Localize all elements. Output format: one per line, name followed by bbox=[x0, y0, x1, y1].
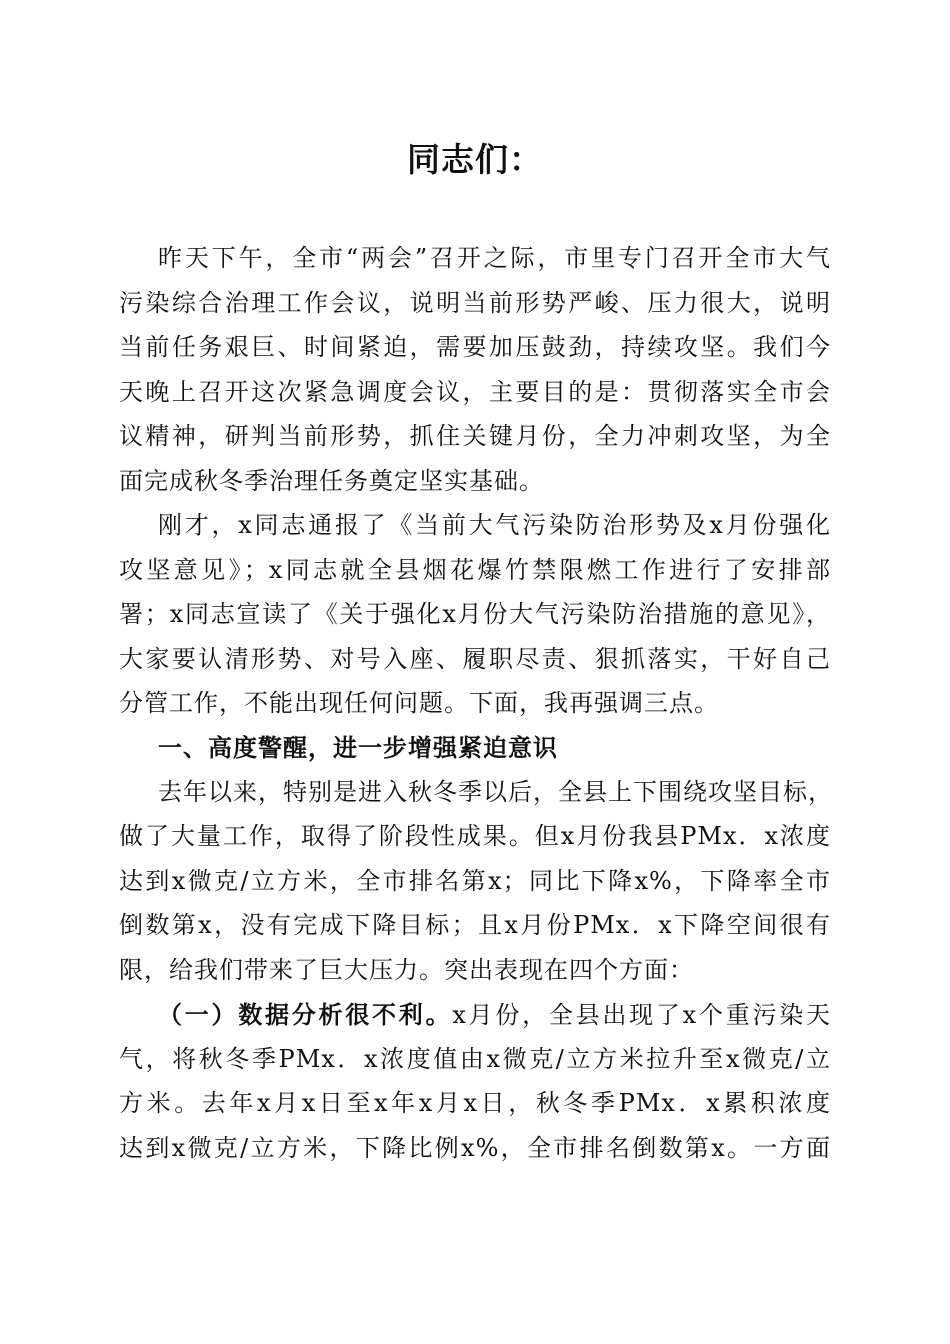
paragraph-line: 达到x微克/立方米，全市排名第x；同比下降x%，下降率全市 bbox=[119, 867, 831, 895]
section-heading: 一、高度警醒，进一步增强紧迫意识 bbox=[158, 733, 558, 762]
paragraph-line: 天晚上召开这次紧急调度会议，主要目的是：贯彻落实全市会 bbox=[119, 378, 831, 406]
paragraph-line: 倒数第x，没有完成下降目标；且x月份PMx．x下降空间很有 bbox=[119, 911, 831, 939]
subsection-first-line-text: x月份，全县出现了x个重污染天 bbox=[452, 1001, 831, 1029]
paragraph-line: 当前任务艰巨、时间紧迫，需要加压鼓劲，持续攻坚。我们今 bbox=[119, 333, 831, 361]
paragraph-line: 达到x微克/立方米，下降比例x%，全市排名倒数第x。一方面 bbox=[119, 1134, 831, 1162]
paragraph-line: 刚才，x同志通报了《当前大气污染防治形势及x月份强化 bbox=[158, 511, 831, 539]
page-title: 同志们： bbox=[407, 140, 543, 179]
paragraph-line: 议精神，研判当前形势，抓住关键月份，全力冲刺攻坚，为全 bbox=[119, 422, 831, 450]
subsection-lead: （一）数据分析很不利。 bbox=[158, 1000, 453, 1029]
paragraph-line: 气，将秋冬季PMx．x浓度值由x微克/立方米拉升至x微克/立 bbox=[119, 1045, 831, 1073]
paragraph-line: 昨天下午，全市“两会”召开之际，市里专门召开全市大气 bbox=[158, 244, 831, 272]
paragraph-line: 污染综合治理工作会议，说明当前形势严峻、压力很大，说明 bbox=[119, 289, 831, 317]
subsection-first-line bbox=[158, 992, 831, 1037]
paragraph-line: 限，给我们带来了巨大压力。突出表现在四个方面： bbox=[119, 956, 694, 984]
paragraph-line: 面完成秋冬季治理任务奠定坚实基础。 bbox=[119, 467, 544, 495]
paragraph-line: 大家要认清形势、对号入座、履职尽责、狠抓落实，干好自己 bbox=[119, 645, 831, 673]
paragraph-line: 署；x同志宣读了《关于强化x月份大气污染防治措施的意见》， bbox=[119, 600, 831, 628]
paragraph-line: 分管工作，不能出现任何问题。下面，我再强调三点。 bbox=[119, 689, 719, 717]
paragraph-line: 去年以来，特别是进入秋冬季以后，全县上下围绕攻坚目标， bbox=[158, 778, 833, 806]
paragraph-line: 做了大量工作，取得了阶段性成果。但x月份我县PMx．x浓度 bbox=[119, 822, 831, 850]
paragraph-line: 方米。去年x月x日至x年x月x日，秋冬季PMx．x累积浓度 bbox=[119, 1089, 831, 1117]
paragraph-line: 攻坚意见》；x同志就全县烟花爆竹禁限燃工作进行了安排部 bbox=[119, 556, 831, 584]
